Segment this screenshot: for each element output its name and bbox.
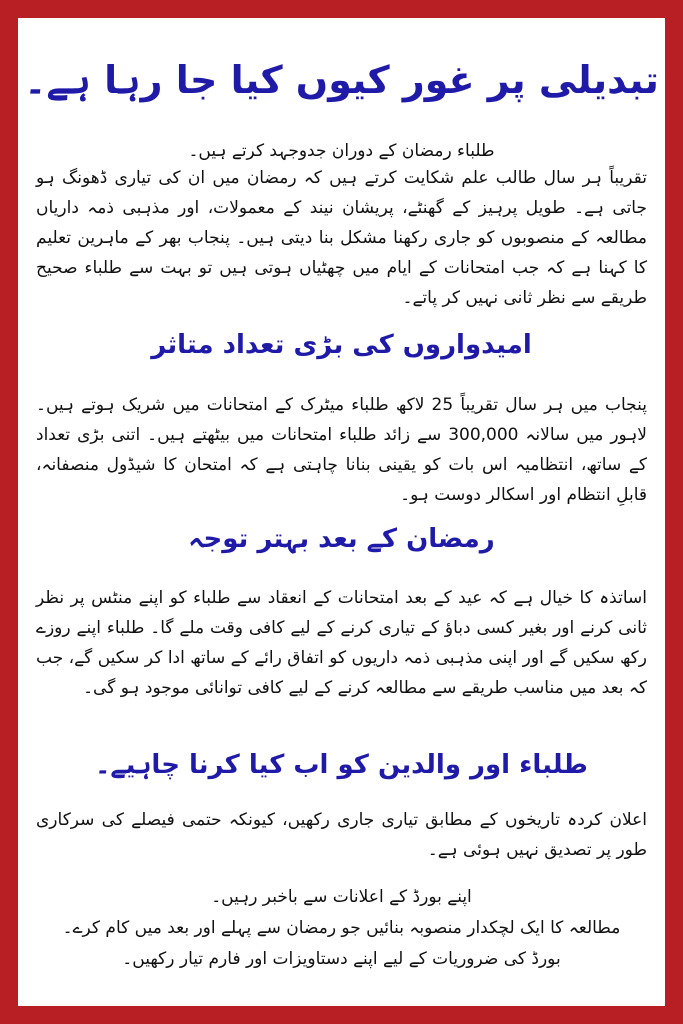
section2-heading: رمضان کے بعد بہتر توجہ [188,524,495,554]
section1-heading: امیدواروں کی بڑی تعداد متاثر [151,330,532,360]
list-item: اپنے بورڈ کے اعلانات سے باخبر رہیں۔ [211,887,472,907]
section1-paragraph: پنجاب میں ہر سال تقریباً 25 لاکھ طلباء میٹرک کے امتحانات میں شریک ہوتے ہیں۔ لاہور میں سالانہ 300,000 سے زائد طلباء امتحانات میں بیٹھتے ہیں۔ اتنی بڑی تعداد کے ساتھ، انتظامیہ اس بات کو یقینی بنانا چاہتی ہے کہ امتحان کا شیڈول منصفانہ، قابلِ انتظام اور اسکالر دوست ہو۔ [36,395,647,505]
page-title: تبدیلی پر غور کیوں کیا جا رہا ہے۔ [24,58,659,102]
list-item: مطالعہ کا ایک لچکدار منصوبہ بنائیں جو رمضان سے پہلے اور بعد میں کام کرے۔ [62,918,621,938]
section2-paragraph: اساتذہ کا خیال ہے کہ عید کے بعد امتحانات کے انعقاد سے طلباء کو اپنے منٹس پر نظر ثانی کرنے اور بغیر کسی دباؤ کے تیاری کرنے کے لیے کافی وقت ملے گا۔ طلباء اپنے روزے رکھ سکیں گے اور اپنی مذہبی ذمہ داریوں کو اتفاق رائے کے ساتھ ادا کر سکیں گے، جب کہ بعد میں مناسب طریقے سے مطالعہ کرنے کے لیے کافی توانائی موجود ہو گی۔ [36,588,647,698]
intro-paragraph: تقریباً ہر سال طالب علم شکایت کرتے ہیں کہ رمضان میں ان کی تیاری ڈھونگ ہو جاتی ہے۔ طویل پرہیز کے گھنٹے، پریشان نیند کے معمولات، اور مذہبی ذمہ داریاں مطالعہ کے منصوبوں کو جاری رکھنا مشکل بنا دیتی ہیں۔ پنجاب بھر کے ماہرین تعلیم کا کہنا ہے کہ جب امتحانات کے ایام میں چھٹیاں ہوتی ہیں تو بہت سے طلباء صحیح طریقے سے نظر ثانی نہیں کر پاتے۔ [36,168,647,308]
section3-heading: طلباء اور والدین کو اب کیا کرنا چاہیے۔ [95,750,588,780]
article-page [18,18,665,1006]
intro-subtitle: طلباء رمضان کے دوران جدوجہد کرتے ہیں۔ [188,141,495,161]
section3-paragraph: اعلان کردہ تاریخوں کے مطابق تیاری جاری رکھیں، کیونکہ حتمی فیصلے کی سرکاری طور پر تصدیق نہیں ہوئی ہے۔ [36,810,647,860]
list-item: بورڈ کی ضروریات کے لیے اپنے دستاویزات اور فارم تیار رکھیں۔ [122,949,561,969]
